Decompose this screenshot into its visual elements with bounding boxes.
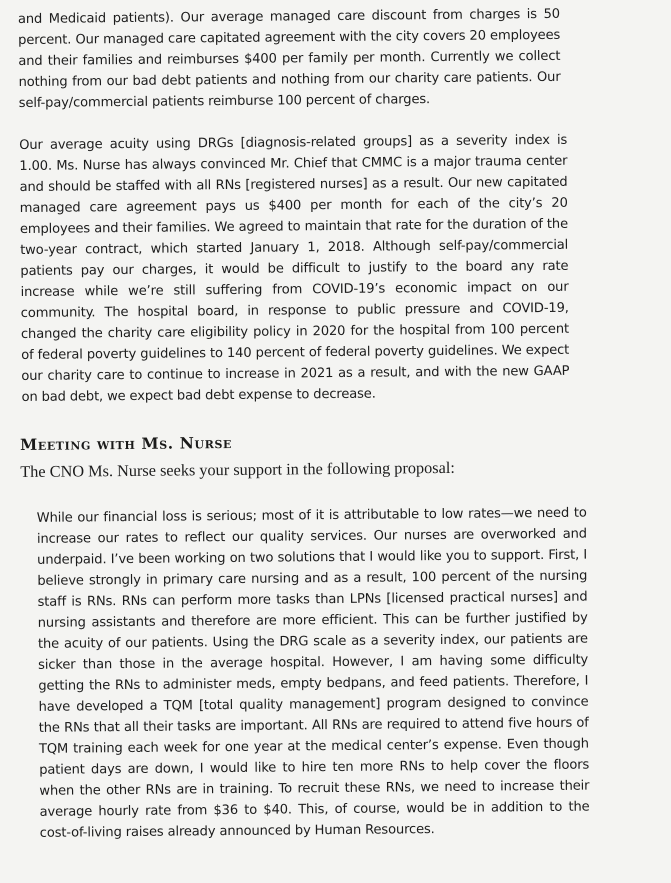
section-intro: The CNO Ms. Nurse seeks your support in the following proposal: [20,457,455,482]
quoted-proposal [37,503,590,844]
section-heading: Meeting with Ms. Nurse [19,432,233,455]
paragraph-middle-text: Our average acuity using DRGs [diagnosis-related groups] as a severity index is 1.00. Ms. Nurse has always convinced Mr. Chief that CMMC is a major trauma center and should be staffed with all RNs [registered nurses] as a result. Our new capitated managed care agreement pays us $400 per month for each of the city’s 20 employees and their families. We agreed to maintain that rate for the duration of the two-year contract, which started January 1, 2018. Although self-pay/commercial patients pay our charges, it would be difficult to justify to the board any rate increase while we’re still suffering from COVID-19’s economic impact on our community. The hospital board, in response to public pressure and COVID-19, changed the charity care eligibility policy in 2020 for the hospital from 100 percent of federal poverty guidelines to 140 percent of federal poverty guidelines. We expect our charity care to continue to increase in 2021 as a result, and with the new GAAP on bad debt, we expect bad debt expense to decrease. [19,132,570,406]
quoted-proposal-text: While our financial loss is serious; most of it is attributable to low rates—we need to increase our rates to reflect our quality services. Our nurses are overworked and underpaid. I’ve been working on two solutions that I would like you to support. First, I believe strongly in primary care nursing and as a result, 100 percent of the nursing staff is RNs. RNs can perform more tasks than LPNs [licensed practical nurses] and nursing assistants and therefore are more efficient. This can be further justified by the acuity of our patients. Using the DRG scale as a severity index, our patients are sicker than those in the average hospital. However, I am having some difficulty getting the RNs to administer meds, empty bedpans, and feed patients. Therefore, I have developed a TQM [total quality management] program designed to convince the RNs that all their tasks are important. All RNs are required to attend five hours of TQM training each week for one year at the medical center’s expense. Even though patient days are down, I would like to hire ten more RNs to help cover the floors when the other RNs are in training. To recruit these RNs, we need to increase their average hourly rate from $36 to $40. This, of course, would be in addition to the cost-of-living raises already announced by Human Resources. [36,505,590,841]
paragraph-middle [19,130,570,408]
paragraph-top-text: and Medicaid patients). Our average managed care discount from charges is 50 percent. Our managed care capitated agreement with the city covers 20 employees and their families and reimburses $400 per family per month. Currently we collect nothing from our bad debt patients and nothing from our charity care patients. Our self-pay/commercial patients reimburse 100 percent of charges. [17,6,561,112]
paragraph-top [18,4,561,114]
